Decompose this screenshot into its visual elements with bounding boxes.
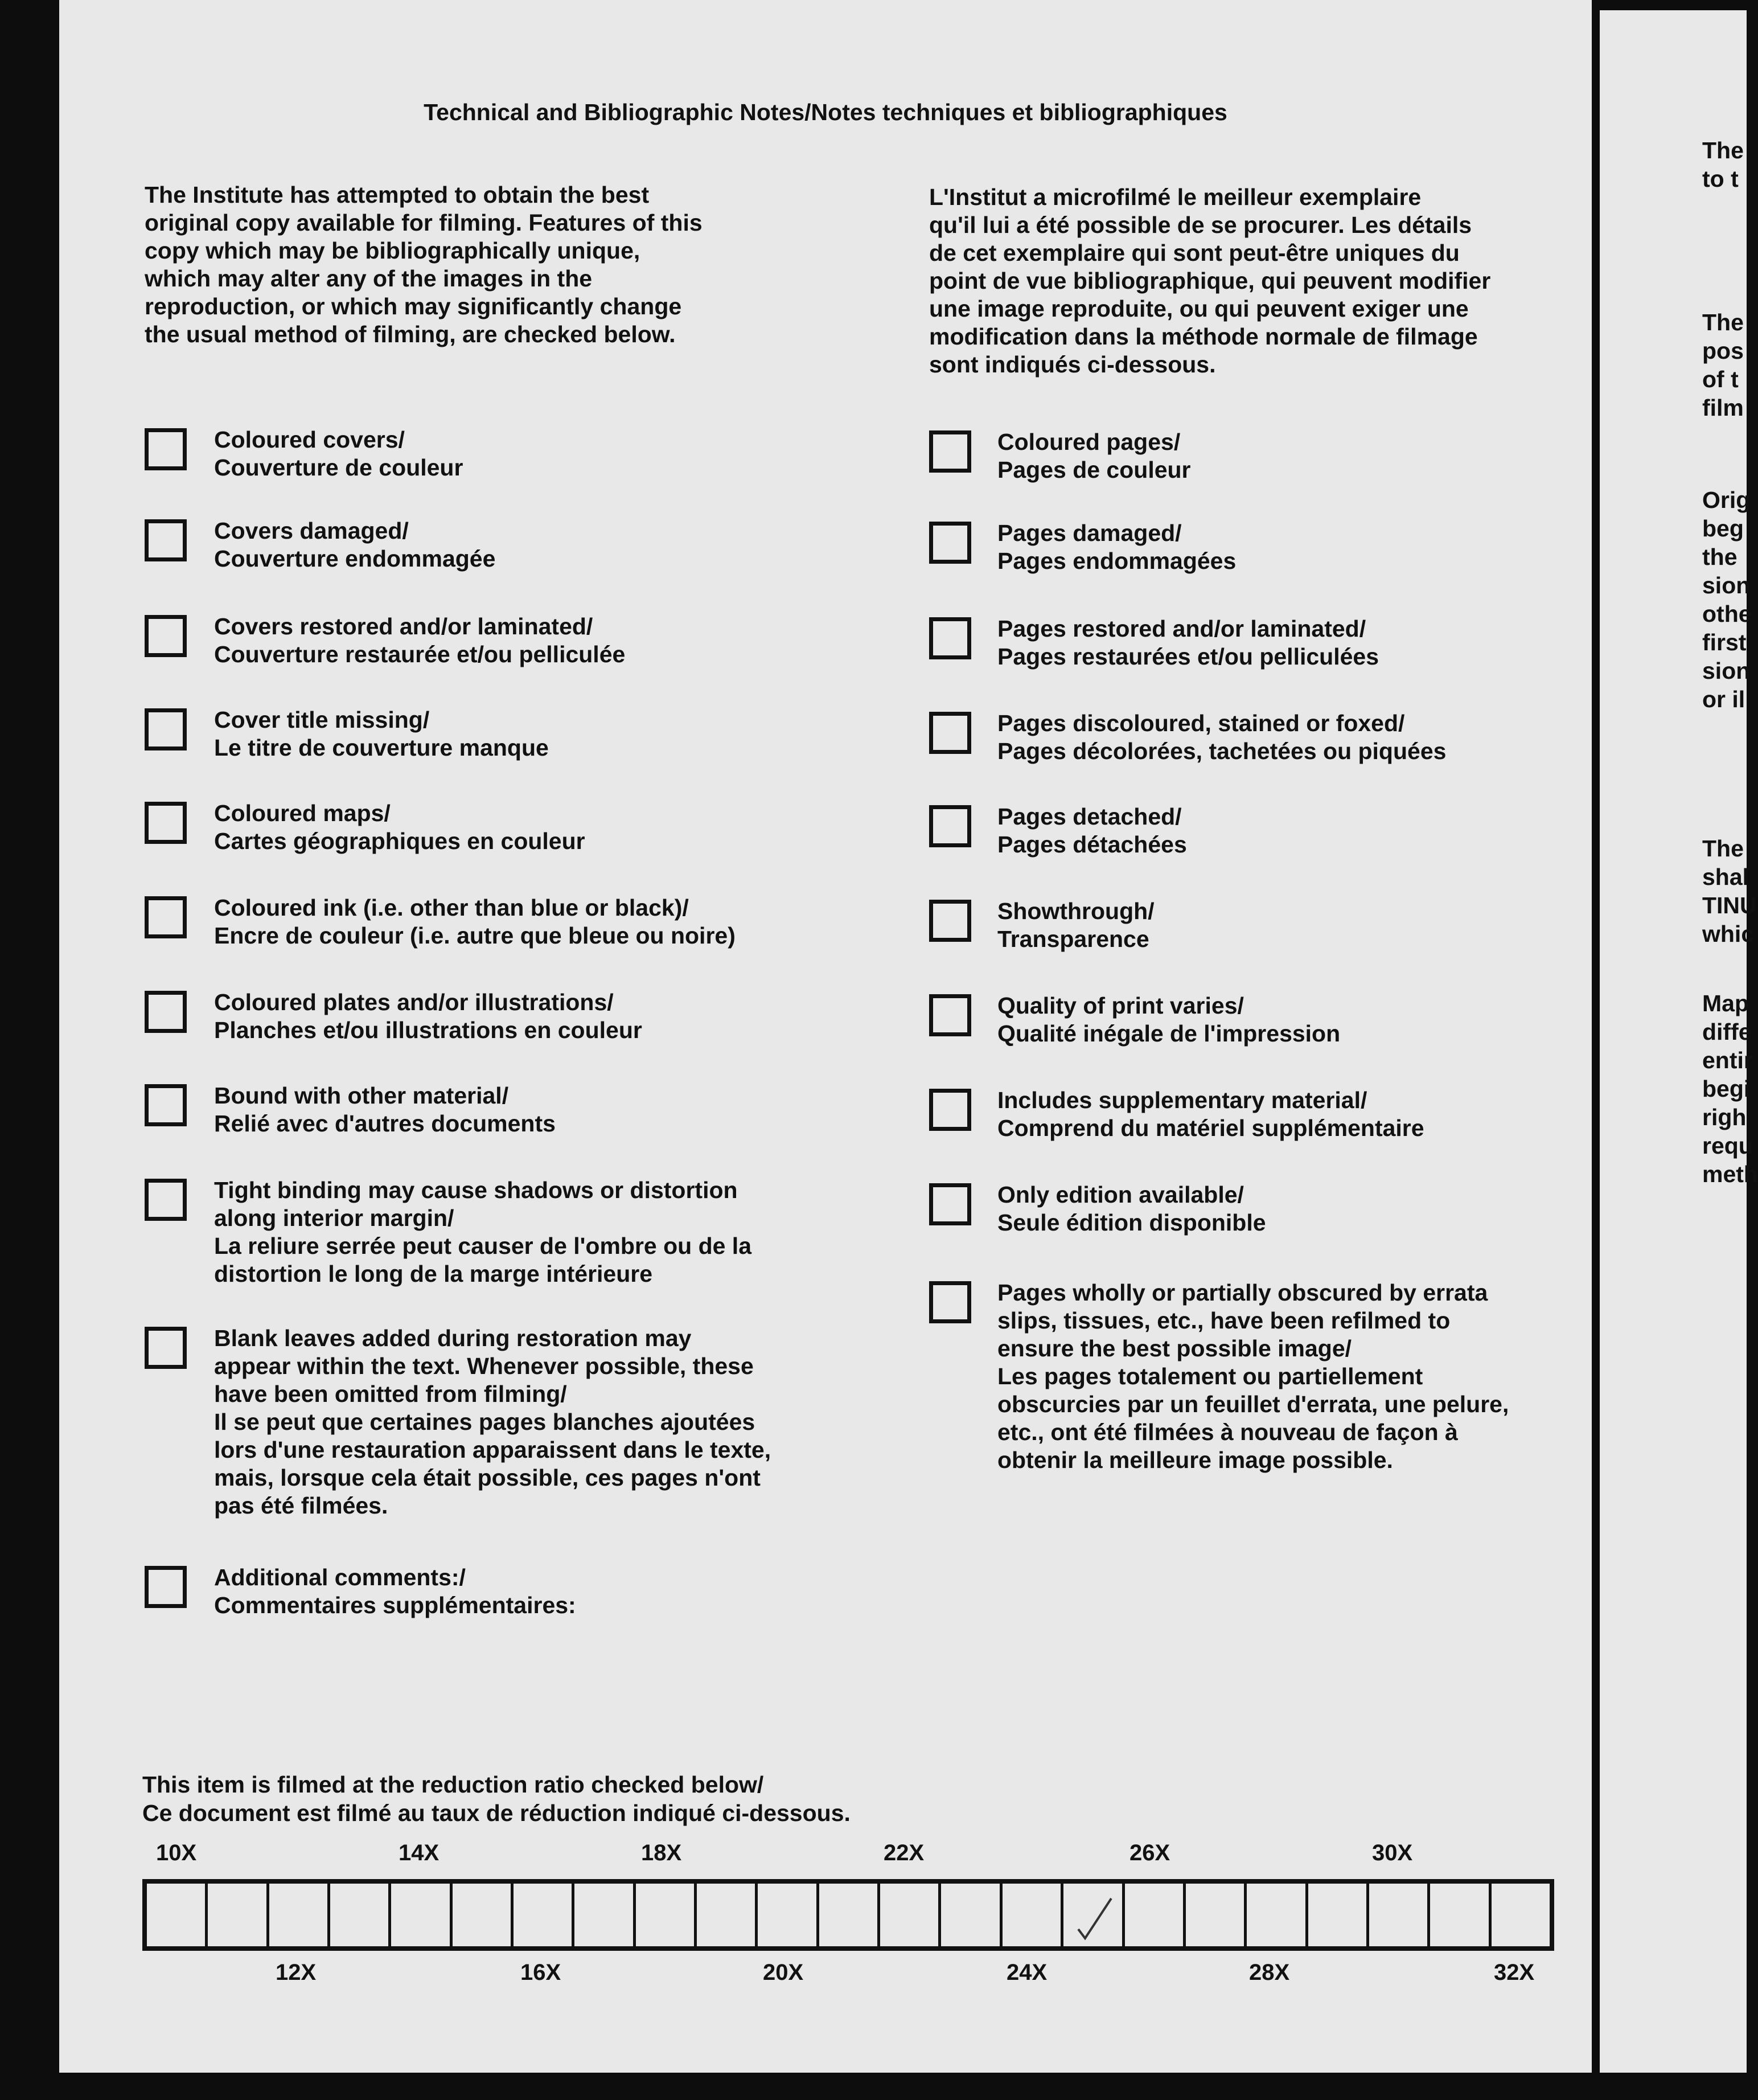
fragment-line: The <box>1702 137 1744 163</box>
fragment-line: righ <box>1702 1104 1747 1130</box>
ratio-cell[interactable] <box>1125 1884 1186 1946</box>
checkbox[interactable] <box>145 519 187 561</box>
reduction-french: Ce document est filmé au taux de réduction indiqué ci-dessous. <box>142 1800 851 1826</box>
item-label: Covers damaged/ Couverture endommagée <box>214 518 496 572</box>
fragment-line: Orig <box>1702 487 1751 513</box>
ratio-cell[interactable] <box>1186 1884 1247 1946</box>
item-label: Coloured maps/ Cartes géographiques en couleur <box>214 800 585 854</box>
item-label: Pages damaged/ Pages endommagées <box>997 520 1237 574</box>
checkbox[interactable] <box>145 1327 187 1369</box>
fragment-line: sion <box>1702 658 1751 684</box>
ratio-cell[interactable] <box>1430 1884 1491 1946</box>
item-label: Only edition available/ Seule édition disponible <box>997 1182 1266 1236</box>
item-label: Showthrough/ Transparence <box>997 898 1155 952</box>
checkbox[interactable] <box>929 1089 971 1131</box>
ratio-label-bottom: 24X <box>1007 1960 1048 1985</box>
reduction-ratio-grid <box>142 1879 1554 1951</box>
ratio-cell[interactable] <box>941 1884 1002 1946</box>
item-label: Coloured ink (i.e. other than blue or black)/ Encre de couleur (i.e. autre que bleue ou noire) <box>214 895 736 949</box>
fragment-line: diffe <box>1702 1019 1752 1045</box>
fragment-line: meth <box>1702 1161 1758 1187</box>
item-label: Bound with other material/ Relié avec d'autres documents <box>214 1082 556 1137</box>
intro-french: L'Institut a microfilmé le meilleur exemplaire qu'il lui a été possible de se procurer. Les détails de cet exemplaire qui sont peut-être uniques du point de vue bibliographique, qui peuvent modifier une image reproduite, ou qui peuvent exiger une modification dans la méthode normale de filmage sont indiqués ci-dessous. <box>929 184 1491 378</box>
ratio-label-bottom: 28X <box>1249 1960 1290 1985</box>
ratio-label-bottom: 12X <box>276 1960 317 1985</box>
checkbox[interactable] <box>145 1566 187 1608</box>
ratio-label-top: 18X <box>641 1840 682 1865</box>
checkbox[interactable] <box>929 430 971 473</box>
checkbox[interactable] <box>929 994 971 1036</box>
checkbox[interactable] <box>145 1179 187 1221</box>
ratio-cell[interactable] <box>636 1884 697 1946</box>
fragment-line: entir <box>1702 1047 1753 1073</box>
checkbox[interactable] <box>929 617 971 659</box>
ratio-label-top: 26X <box>1129 1840 1170 1865</box>
fragment-line: whic <box>1702 921 1755 947</box>
ratio-label-top: 30X <box>1372 1840 1413 1865</box>
ratio-cell[interactable] <box>514 1884 574 1946</box>
check-mark-icon <box>1075 1894 1116 1942</box>
fragment-line: the <box>1702 544 1738 570</box>
fragment-line: beg <box>1702 515 1744 542</box>
reduction-english: This item is filmed at the reduction ratio checked below/ <box>142 1771 764 1798</box>
ratio-cell[interactable] <box>758 1884 819 1946</box>
checkbox[interactable] <box>145 1084 187 1126</box>
ratio-cell[interactable] <box>269 1884 330 1946</box>
ratio-cell-checked[interactable] <box>1063 1884 1124 1946</box>
item-label: Tight binding may cause shadows or distortion along interior margin/ La reliure serrée peut causer de l'ombre ou de la distortion le long de la marge intérieure <box>214 1177 752 1287</box>
item-label: Pages restored and/or laminated/ Pages restaurées et/ou pelliculées <box>997 616 1379 670</box>
item-label: Blank leaves added during restoration may appear within the text. Whenever possible, these have been omitted from filming/ Il se peut que certaines pages blanches ajoutées lors d'une restauration apparaissent dans le texte, mais, lorsque cela était possible, ces pages n'ont pas été filmées. <box>214 1325 771 1519</box>
ratio-cell[interactable] <box>1369 1884 1430 1946</box>
fragment-line: begi <box>1702 1076 1751 1102</box>
ratio-label-bottom: 20X <box>763 1960 804 1985</box>
item-label: Coloured pages/ Pages de couleur <box>997 429 1191 483</box>
ratio-label-top: 14X <box>399 1840 440 1865</box>
fragment-line: othe <box>1702 601 1752 627</box>
checkbox[interactable] <box>929 805 971 847</box>
ratio-cell[interactable] <box>1308 1884 1369 1946</box>
checkbox[interactable] <box>145 615 187 657</box>
ratio-cell[interactable] <box>147 1884 208 1946</box>
ratio-label-top: 10X <box>156 1840 197 1865</box>
item-label: Cover title missing/ Le titre de couverture manque <box>214 707 549 761</box>
fragment-line: of t <box>1702 366 1739 392</box>
ratio-cell[interactable] <box>1003 1884 1063 1946</box>
fragment-line: requ <box>1702 1133 1753 1159</box>
item-label: Pages discoloured, stained or foxed/ Pages décolorées, tachetées ou piquées <box>997 710 1447 764</box>
ratio-cell[interactable] <box>1492 1884 1550 1946</box>
ratio-label-bottom: 32X <box>1494 1960 1535 1985</box>
fragment-line: sion <box>1702 572 1751 598</box>
item-label: Includes supplementary material/ Comprend du matériel supplémentaire <box>997 1087 1424 1141</box>
fragment-line: pos <box>1702 338 1744 364</box>
ratio-label-bottom: 16X <box>520 1960 561 1985</box>
fragment-line: The <box>1702 835 1744 862</box>
ratio-cell[interactable] <box>880 1884 941 1946</box>
fragment-line: The <box>1702 309 1744 335</box>
checkbox[interactable] <box>145 896 187 938</box>
item-label: Covers restored and/or laminated/ Couverture restaurée et/ou pelliculée <box>214 613 626 667</box>
ratio-cell[interactable] <box>391 1884 452 1946</box>
item-label: Quality of print varies/ Qualité inégale de l'impression <box>997 992 1341 1047</box>
page-title: Technical and Bibliographic Notes/Notes techniques et bibliographiques <box>424 99 1227 125</box>
ratio-cell[interactable] <box>697 1884 758 1946</box>
intro-english: The Institute has attempted to obtain the best original copy available for filming. Features of this copy which may be bibliographically unique, which may alter any of the images in the reproduction, or which may significantly change the usual method of filming, are checked below. <box>145 182 703 347</box>
ratio-cell[interactable] <box>1247 1884 1308 1946</box>
item-label: Additional comments:/ Commentaires supplémentaires: <box>214 1564 576 1618</box>
checkbox[interactable] <box>145 428 187 470</box>
fragment-line: film <box>1702 395 1744 421</box>
checkbox[interactable] <box>929 1281 971 1323</box>
adjacent-page-fragment <box>1600 10 1758 2073</box>
item-label: Coloured plates and/or illustrations/ Planches et/ou illustrations en couleur <box>214 989 642 1043</box>
fragment-line: shal <box>1702 864 1749 890</box>
ratio-cell[interactable] <box>330 1884 391 1946</box>
fragment-line: Map <box>1702 990 1749 1016</box>
fragment-line: to t <box>1702 166 1739 192</box>
item-label: Pages detached/ Pages détachées <box>997 803 1187 858</box>
ratio-label-top: 22X <box>884 1840 925 1865</box>
ratio-cell[interactable] <box>574 1884 635 1946</box>
ratio-cell[interactable] <box>453 1884 514 1946</box>
fragment-line: first <box>1702 629 1747 655</box>
item-label: Pages wholly or partially obscured by errata slips, tissues, etc., have been refilmed to ensure the best possible image/ Les pages totalement ou partiellement obscurcies par un feuillet d'errata, une pelure, etc., ont été filmées à nouveau de façon à obtenir la meilleure image possible. <box>997 1279 1509 1473</box>
checkbox[interactable] <box>145 708 187 750</box>
checkbox[interactable] <box>145 802 187 844</box>
checkbox[interactable] <box>929 712 971 754</box>
fragment-line: TINU <box>1702 892 1757 918</box>
checkbox[interactable] <box>929 522 971 564</box>
checkbox[interactable] <box>929 900 971 942</box>
notes-page <box>59 0 1592 2073</box>
item-label: Coloured covers/ Couverture de couleur <box>214 426 463 481</box>
checkbox[interactable] <box>929 1183 971 1225</box>
fragment-line: or il <box>1702 686 1745 712</box>
checkbox[interactable] <box>145 991 187 1033</box>
ratio-cell[interactable] <box>208 1884 269 1946</box>
ratio-cell[interactable] <box>819 1884 880 1946</box>
